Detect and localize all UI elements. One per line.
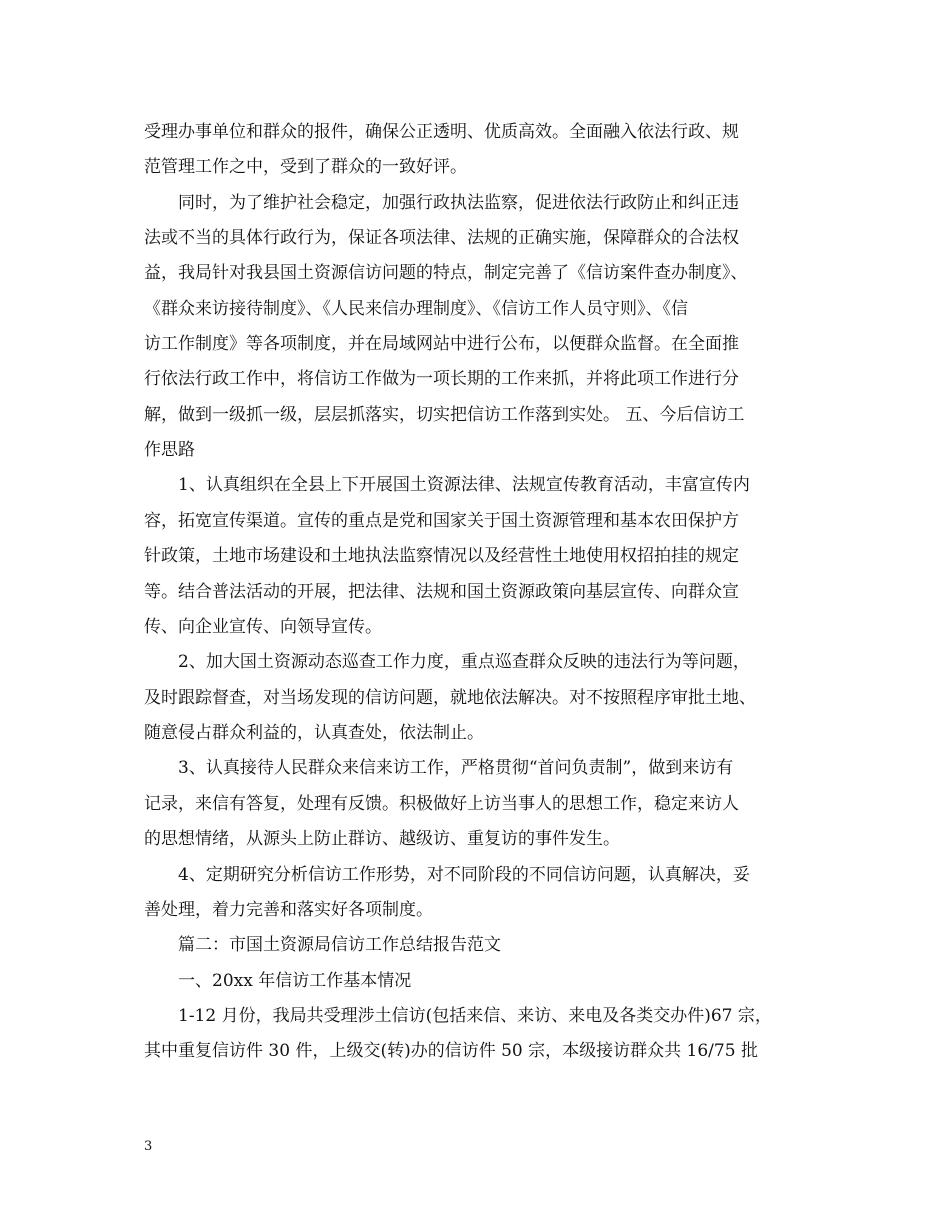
text-line-2: 范管理工作之中，受到了群众的一致好评。	[144, 157, 467, 177]
text-line-21: 的思想情绪，从源头上防止群访、越级访、重复访的事件发生。	[144, 829, 620, 849]
text-line-12: 容，拓宽宣传渠道。宣传的重点是党和国家关于国土资源管理和基本农田保护方	[144, 511, 739, 531]
text-line-9: 解，做到一级抓一级，层层抓落实，切实把信访工作落到实处。 五、今后信访工	[144, 405, 745, 425]
text-line-16: 2、加大国土资源动态巡查工作力度，重点巡查群众反映的违法行为等问题，	[178, 652, 750, 672]
text-line-10: 作思路	[144, 440, 195, 460]
text-line-27: 其中重复信访件 30 件，上级交(转)办的信访件 50 宗，本级接访群众共 16/75 批	[144, 1041, 758, 1061]
text-line-11: 1、认真组织在全县上下开展国土资源法律、法规宣传教育活动，丰富宣传内	[178, 475, 750, 495]
text-line-8: 行依法行政工作中，将信访工作做为一项长期的工作来抓，并将此项工作进行分	[144, 369, 739, 389]
text-line-13: 针政策，土地市场建设和土地执法监察情况以及经营性土地使用权招拍挂的规定	[144, 546, 739, 566]
text-line-4: 法或不当的具体行政行为，保证各项法律、法规的正确实施，保障群众的合法权	[144, 228, 739, 248]
text-line-14: 等。结合普法活动的开展，把法律、法规和国土资源政策向基层宣传、向群众宣	[144, 582, 739, 602]
text-line-23: 善处理，着力完善和落实好各项制度。	[144, 900, 433, 920]
text-line-7: 访工作制度》等各项制度，并在局域网站中进行公布，以便群众监督。在全面推	[144, 334, 739, 354]
subheading-1: 一、20xx 年信访工作基本情况	[178, 971, 412, 991]
text-line-6: 《群众来访接待制度》、《人民来信办理制度》、《信访工作人员守则》、《信	[144, 299, 688, 319]
section-heading-2: 篇二：市国土资源局信访工作总结报告范文	[178, 935, 501, 955]
text-line-19: 3、认真接待人民群众来信来访工作，严格贯彻“首问负责制”，做到来访有	[178, 758, 734, 778]
text-line-20: 记录，来信有答复，处理有反馈。积极做好上访当事人的思想工作，稳定来访人	[144, 794, 739, 814]
text-line-3: 同时，为了维护社会稳定，加强行政执法监察，促进依法行政防止和纠正违	[178, 193, 739, 213]
text-line-17: 及时跟踪督查，对当场发现的信访问题，就地依法解决。对不按照程序审批土地、	[144, 688, 756, 708]
text-line-22: 4、定期研究分析信访工作形势，对不同阶段的不同信访问题，认真解决，妥	[178, 865, 750, 885]
text-line-26: 1-12 月份，我局共受理涉土信访(包括来信、来访、来电及各类交办件)67 宗，	[178, 1006, 772, 1026]
text-line-15: 传、向企业宣传、向领导宣传。	[144, 617, 382, 637]
page-number: 3	[144, 1139, 153, 1154]
text-line-1: 受理办事单位和群众的报件，确保公正透明、优质高效。全面融入依法行政、规	[144, 122, 739, 142]
text-line-5: 益，我局针对我县国土资源信访问题的特点，制定完善了《信访案件查办制度》、	[144, 263, 748, 283]
text-line-18: 随意侵占群众利益的，认真查处，依法制止。	[144, 723, 484, 743]
